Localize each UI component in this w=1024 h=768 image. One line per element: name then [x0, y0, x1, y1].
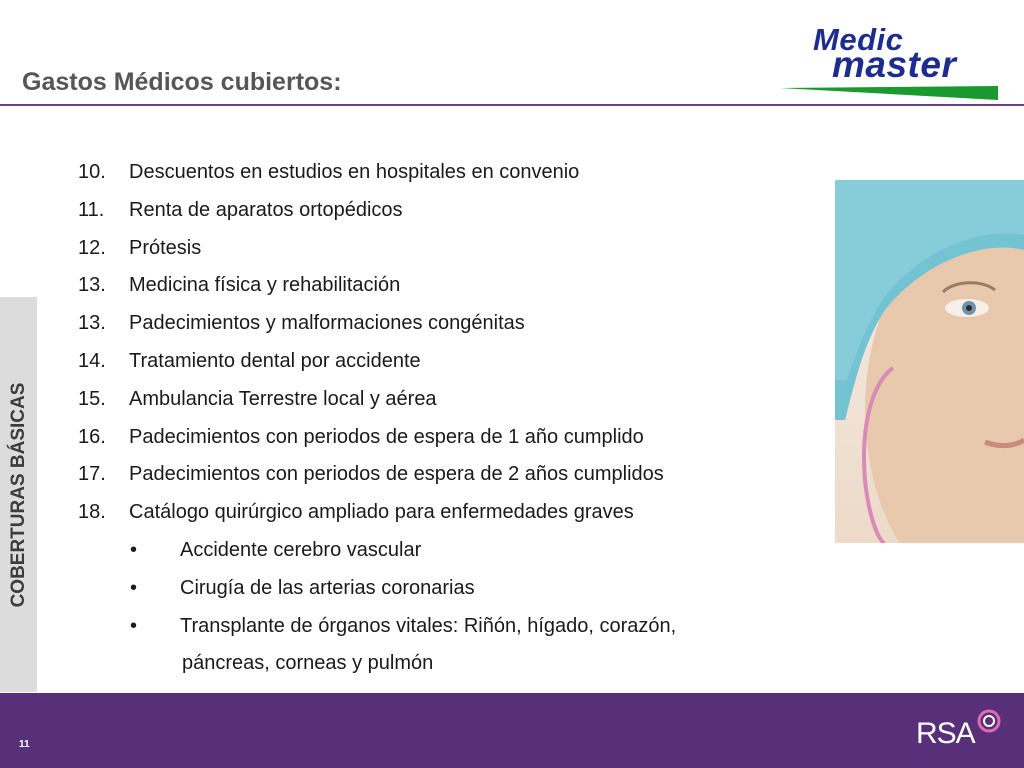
- list-item: [78, 496, 818, 534]
- logo-text-master: master: [832, 44, 957, 85]
- sub-list-item: [78, 572, 818, 610]
- doctor-photo: [835, 180, 1024, 543]
- item-number: 13.: [78, 274, 106, 297]
- item-text: Padecimientos con periodos de espera de 2 años cumplidos: [129, 463, 664, 486]
- page-title: Gastos Médicos cubiertos:: [22, 68, 342, 96]
- sub-item-text: Accidente cerebro vascular: [180, 538, 422, 561]
- item-text: Ambulancia Terrestre local y aérea: [129, 387, 437, 410]
- item-text: Prótesis: [129, 236, 202, 259]
- item-number: 10.: [78, 161, 106, 183]
- sub-item-text: Cirugía de las arterias coronarias: [180, 576, 475, 599]
- item-number: 18.: [78, 501, 106, 524]
- item-number: 12.: [78, 236, 106, 259]
- item-text: Padecimientos y malformaciones congénitas: [129, 312, 525, 335]
- list-item: [78, 307, 818, 345]
- sub-list-item: [78, 610, 818, 648]
- item-text: Tratamiento dental por accidente: [129, 349, 421, 372]
- bullet-icon: •: [130, 576, 138, 599]
- item-text: Renta de aparatos ortopédicos: [129, 198, 403, 221]
- list-item: [78, 194, 818, 232]
- sub-list-item-continuation: [78, 647, 818, 685]
- side-label-text: COBERTURAS BÁSICAS: [7, 382, 29, 607]
- sub-item-text: páncreas, corneas y pulmón: [182, 652, 434, 675]
- item-number: 17.: [78, 463, 106, 486]
- sub-list-item: [78, 534, 818, 572]
- list-item: [78, 421, 818, 459]
- item-text: Catálogo quirúrgico ampliado para enfermedades graves: [129, 501, 634, 524]
- item-text: Padecimientos con periodos de espera de 1 año cumplido: [129, 425, 644, 448]
- list-item: [78, 383, 818, 421]
- item-number: 16.: [78, 425, 106, 448]
- item-text: Descuentos en estudios en hospitales en convenio: [129, 161, 580, 183]
- coverage-list: [78, 156, 818, 685]
- item-number: 13.: [78, 312, 106, 335]
- list-item: [78, 232, 818, 270]
- doctor-face-illustration: [835, 180, 1024, 543]
- item-number: 11.: [78, 198, 105, 221]
- side-category-label: [0, 297, 37, 692]
- logo-swoosh-icon: [780, 80, 1005, 102]
- rsa-logo-text: RSA: [916, 717, 975, 750]
- list-item: [78, 156, 818, 194]
- title-divider: [0, 104, 1024, 106]
- bullet-icon: •: [130, 538, 138, 561]
- bullet-icon: •: [130, 614, 138, 637]
- item-number: 14.: [78, 349, 106, 372]
- item-text: Medicina física y rehabilitación: [129, 274, 401, 297]
- sub-item-text: Transplante de órganos vitales: Riñón, hígado, corazón,: [180, 614, 677, 637]
- list-item: [78, 269, 818, 307]
- rsa-swirl-icon: [975, 707, 1003, 735]
- item-number: 15.: [78, 387, 106, 410]
- medicmaster-logo: [780, 22, 1005, 104]
- list-item: [78, 345, 818, 383]
- page-number: 11: [19, 739, 30, 750]
- footer-bar: [0, 693, 1024, 768]
- logo-text-medic: Medic: [813, 22, 904, 57]
- list-item: [78, 458, 818, 496]
